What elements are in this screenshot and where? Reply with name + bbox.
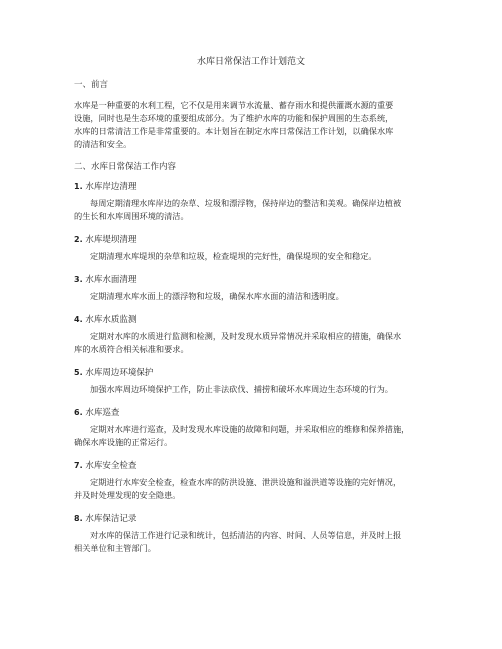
item-heading xyxy=(74,314,444,330)
item-body xyxy=(74,383,444,396)
section-heading-content: 二、水库日常保洁工作内容 xyxy=(74,162,177,172)
list-item xyxy=(74,314,444,356)
document-title: 水库日常保洁工作计划范文 xyxy=(196,57,305,67)
item-line: 定期对水库的水质进行监测和检测，及时发现水质异常情况并采取相应的措施，确保水 xyxy=(90,331,402,341)
item-title: 水库周边环境保护 xyxy=(85,368,154,378)
item-line: 定期进行水库安全检查，检查水库的防洪设施、泄洪设施和溢洪道等设施的完好情况， xyxy=(90,477,402,487)
item-line: 加强水库周边环境保护工作，防止非法砍伐、捕捞和破坏水库周边生态环境的行为。 xyxy=(90,384,393,394)
item-line: 每周定期清理水库岸边的杂草、垃圾和漂浮物，保持岸边的整洁和美观。确保岸边植被 xyxy=(90,198,402,208)
paragraph-line: 的清洁和安全。 xyxy=(74,139,132,149)
item-body xyxy=(74,529,444,555)
list-item xyxy=(74,234,444,263)
item-title: 水库水质监测 xyxy=(85,315,137,325)
list-item xyxy=(74,460,444,502)
list-item xyxy=(74,513,444,555)
item-number: 4. xyxy=(74,315,83,324)
item-line: 定期清理水库水面上的漂浮物和垃圾，确保水库水面的清洁和透明度。 xyxy=(90,291,344,301)
item-heading xyxy=(74,181,444,197)
item-number: 3. xyxy=(74,275,83,284)
item-body xyxy=(74,250,444,263)
item-title: 水库水面清理 xyxy=(85,275,137,285)
item-number: 1. xyxy=(74,182,83,191)
item-body xyxy=(74,476,444,502)
item-heading xyxy=(74,460,444,476)
item-line: 相关单位和主管部门。 xyxy=(74,543,156,553)
item-body xyxy=(74,290,444,303)
item-title: 水库岸边清理 xyxy=(85,182,137,192)
item-line: 定期清理水库堤坝的杂草和垃圾，检查堤坝的完好性，确保堤坝的安全和稳定。 xyxy=(90,251,377,261)
item-number: 8. xyxy=(74,514,83,523)
item-body xyxy=(74,197,444,223)
list-item xyxy=(74,407,444,449)
item-body xyxy=(74,330,444,356)
item-number: 2. xyxy=(74,235,83,244)
paragraph-line: 水库的日常清洁工作是非常重要的。本计划旨在制定水库日常保洁工作计划，以确保水库 xyxy=(74,126,394,136)
item-body xyxy=(74,423,444,449)
list-item xyxy=(74,181,444,223)
item-title: 水库保洁记录 xyxy=(85,514,137,524)
item-title: 水库堤坝清理 xyxy=(85,235,137,245)
item-line: 对水库的保洁工作进行记录和统计，包括清洁的内容、时间、人员等信息，并及时上报 xyxy=(90,530,402,540)
item-title: 水库巡查 xyxy=(85,408,120,418)
item-number: 6. xyxy=(74,408,83,417)
item-heading xyxy=(74,513,444,529)
paragraph-line: 水库是一种重要的水利工程，它不仅是用来调节水流量、蓄存雨水和提供灌溉水源的重要 xyxy=(74,100,394,110)
item-list xyxy=(74,181,444,555)
item-heading xyxy=(74,407,444,423)
paragraph-line: 设施，同时也是生态环境的重要组成部分。为了维护水库的功能和保护周围的生态系统， xyxy=(74,113,394,123)
list-item xyxy=(74,274,444,303)
section-heading-preface: 一、前言 xyxy=(74,80,109,90)
item-line: 库的水质符合相关标准和要求。 xyxy=(74,344,189,354)
item-number: 5. xyxy=(74,368,83,377)
list-item xyxy=(74,367,444,396)
item-line: 确保水库设施的正常运行。 xyxy=(74,437,173,447)
preface-paragraph xyxy=(74,99,444,151)
item-heading xyxy=(74,367,444,383)
document-body xyxy=(74,79,444,566)
item-number: 7. xyxy=(74,461,83,470)
item-line: 并及时处理发现的安全隐患。 xyxy=(74,490,181,500)
item-line: 的生长和水库周围环境的清洁。 xyxy=(74,211,189,221)
item-title: 水库安全检查 xyxy=(85,461,137,471)
item-heading xyxy=(74,274,444,290)
item-heading xyxy=(74,234,444,250)
item-line: 定期对水库进行巡查，及时发现水库设施的故障和问题，并采取相应的维修和保养措施， xyxy=(90,424,410,434)
